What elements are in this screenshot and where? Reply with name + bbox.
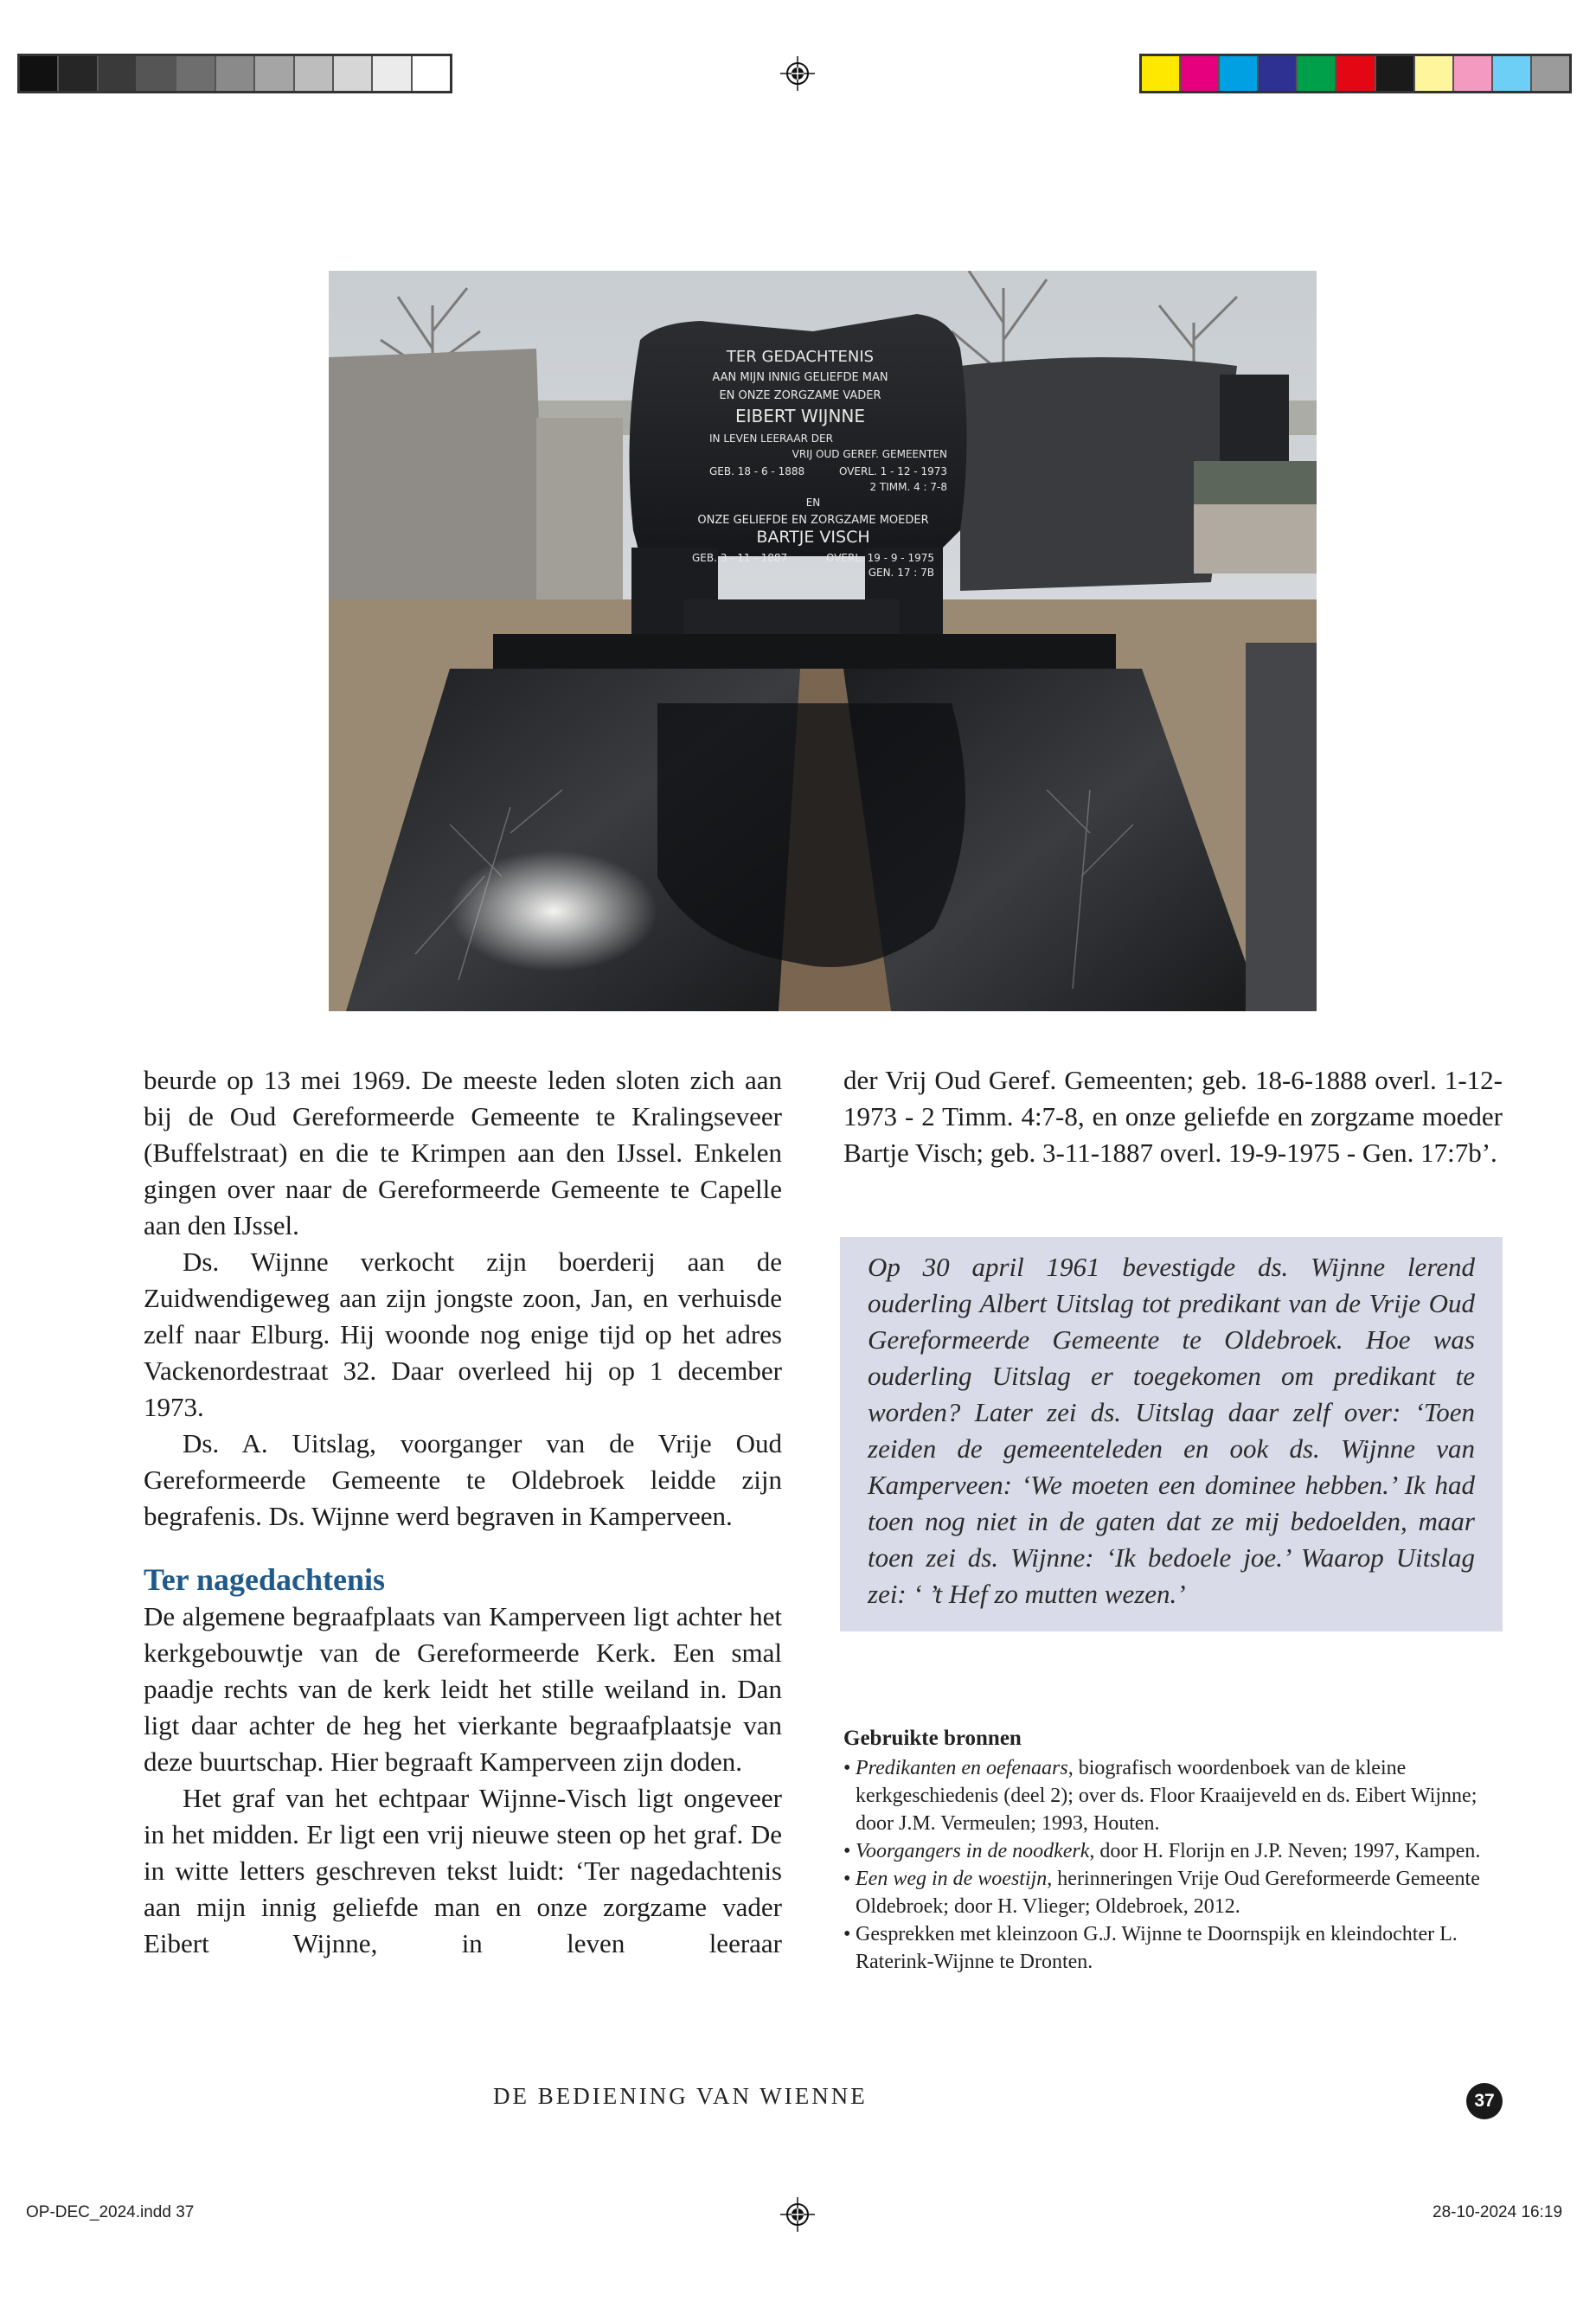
calibration-swatch — [176, 56, 215, 91]
inscription-line3: EN ONZE ZORGZAME VADER — [719, 389, 881, 402]
calibration-swatch — [1532, 56, 1569, 91]
source-title: Een weg in de woestijn — [856, 1868, 1048, 1890]
quote-box — [840, 1237, 1503, 1631]
inscription-born2: GEB. 3 - 11 - 1887 — [692, 552, 788, 564]
sources-title: Gebruikte bronnen — [843, 1727, 1022, 1750]
source-item: • Predikanten en oefenaars, biografisch woordenboek van de kleine kerkgeschiedenis (deel 2); over ds. Floor Kraaijeveld en ds. Eibert Wijnne; door J.M. Vermeulen; 1993, Houten. — [843, 1757, 1477, 1835]
calibration-swatch — [295, 56, 334, 91]
calibration-swatch — [1376, 56, 1415, 91]
inscription-born1: GEB. 18 - 6 - 1888 — [709, 465, 805, 478]
source-item: • Gesprekken met kleinzoon G.J. Wijnne te Doornspijk en kleindochter L. Raterink-Wijnne te Dronten. — [843, 1923, 1458, 1973]
calibration-swatch — [1142, 56, 1181, 91]
paragraph: beurde op 13 mei 1969. De meeste leden sloten zich aan bij de Oud Gereformeerde Gemeente te Kralingseveer (Buffelstraat) en die te Krimpen aan den IJssel. Enkelen gingen over naar de Gereformeerde Gemeente te Capelle aan den IJssel. — [144, 1065, 782, 1240]
source-item: • Voorgangers in de noodkerk, door H. Florijn en J.P. Neven; 1997, Kampen. — [843, 1840, 1481, 1862]
paragraph: Het graf van het echtpaar Wijnne-Visch ligt ongeveer in het midden. Er ligt een vrij nieuwe steen op het graf. De in witte letters geschreven tekst luidt: ‘Ter nagedachtenis aan mijn innig geliefde man en onze zorgzame vader Eibert Wijnne, in leven leeraar — [144, 1783, 782, 1958]
calibration-swatch — [59, 56, 98, 91]
page-number: 37 — [1466, 2083, 1503, 2119]
calibration-swatch — [1220, 56, 1259, 91]
calibration-swatch — [216, 56, 255, 91]
gravestone-photo — [329, 271, 1317, 1011]
paragraph: De algemene begraafplaats van Kamperveen ligt achter het kerkgebouwtje van de Gereformeerde Kerk. Een smal paadje rechts van de kerk leidt het stille weiland in. Dan ligt daar achter de heg het vierkante begraafplaatsje van deze buurtschap. Hier begraaft Kamperveen zijn doden. — [144, 1601, 782, 1777]
paragraph: der Vrij Oud Geref. Gemeenten; geb. 18-6-1888 overl. 1-12-1973 - 2 Timm. 4:7-8, en onze geliefde en zorgzame moeder Bartje Visch; geb. 3-11-1887 overl. 19-9-1975 - Gen. 17:7b’. — [843, 1065, 1503, 1168]
calibration-swatch — [413, 56, 450, 91]
left-text-column — [144, 1062, 782, 1962]
inscription-line1: TER GEDACHTENIS — [726, 348, 875, 366]
paragraph: Ds. A. Uitslag, voorganger van de Vrije Oud Gereformeerde Gemeente te Oldebroek leidde zijn begrafenis. Ds. Wijnne werd begraven in Kamperveen. — [144, 1428, 782, 1531]
source-title: Predikanten en oefenaars — [856, 1757, 1068, 1779]
sources-list — [843, 1725, 1501, 1976]
inscription-line6: VRIJ OUD GEREF. GEMEENTEN — [792, 448, 947, 460]
inscription-verse2: GEN. 17 : 7B — [868, 567, 934, 579]
slug-date: 28-10-2024 16:19 — [1433, 2203, 1563, 2221]
running-title: DE BEDIENING VAN WIENNE — [493, 2083, 868, 2109]
inscription-died1: OVERL. 1 - 12 - 1973 — [838, 465, 947, 478]
inscription-en: EN — [805, 497, 821, 509]
registration-mark-icon — [780, 56, 815, 91]
inscription-line10: ONZE GELIEFDE EN ZORGZAME MOEDER — [697, 514, 929, 527]
calibration-swatch — [1336, 56, 1375, 91]
color-calibration-bar — [1139, 54, 1572, 93]
inscription-name2: BARTJE VISCH — [756, 528, 870, 547]
inscription-name1: EIBERT WIJNNE — [734, 406, 866, 426]
quote-text: Op 30 april 1961 bevestigde ds. Wijnne lerend ouderling Albert Uitslag tot predikant van de Vrije Oud Gereformeerde Gemeente te Oldebroek. Hoe was ouderling Uitslag er toegekomen om predikant te worden? Later zei ds. Uitslag daar zelf over: ‘Toen zeiden de gemeenteleden en ook ds. Wijnne van Kamperveen: ‘We moeten een dominee hebben.’ Ik had toen nog niet in de gaten dat ze mij bedoelden, maar toen zei ds. Wijnne: ‘Ik bedoele joe.’ Waarop Uitslag zei: ‘ ’t Hef zo mutten wezen.’ — [868, 1252, 1475, 1609]
section-heading: Ter nagedachtenis — [144, 1562, 386, 1597]
calibration-swatch — [255, 56, 294, 91]
registration-mark-icon — [780, 2197, 815, 2232]
right-text-column — [843, 1062, 1503, 1171]
inscription-line5: IN LEVEN LEERAAR DER — [709, 433, 833, 445]
calibration-swatch — [138, 56, 176, 91]
calibration-swatch — [1298, 56, 1336, 91]
calibration-swatch — [1181, 56, 1220, 91]
paragraph: Ds. Wijnne verkocht zijn boerderij aan de Zuidwendigeweg aan zijn jongste zoon, Jan, en verhuisde zelf naar Elburg. Hij woonde nog enige tijd op het adres Vackenordestraat 32. Daar overleed hij op 1 december 1973. — [144, 1247, 782, 1422]
inscription-verse1: 2 TIMM. 4 : 7-8 — [869, 481, 947, 493]
calibration-swatch — [373, 56, 412, 91]
grayscale-calibration-bar — [17, 54, 452, 93]
inscription-died2: OVERL. 19 - 9 - 1975 — [825, 552, 934, 564]
source-title: Voorgangers in de noodkerk — [856, 1840, 1090, 1862]
calibration-swatch — [20, 56, 59, 91]
calibration-swatch — [99, 56, 138, 91]
calibration-swatch — [334, 56, 373, 91]
calibration-swatch — [1493, 56, 1532, 91]
source-item: • Een weg in de woestijn, herinneringen Vrije Oud Gereformeerde Gemeente Oldebroek; door H. Vlieger; Oldebroek, 2012. — [843, 1868, 1480, 1918]
calibration-swatch — [1259, 56, 1298, 91]
inscription-line2: AAN MIJN INNIG GELIEFDE MAN — [712, 371, 888, 384]
calibration-swatch — [1454, 56, 1493, 91]
slug-file: OP-DEC_2024.indd 37 — [26, 2203, 195, 2221]
calibration-swatch — [1415, 56, 1454, 91]
